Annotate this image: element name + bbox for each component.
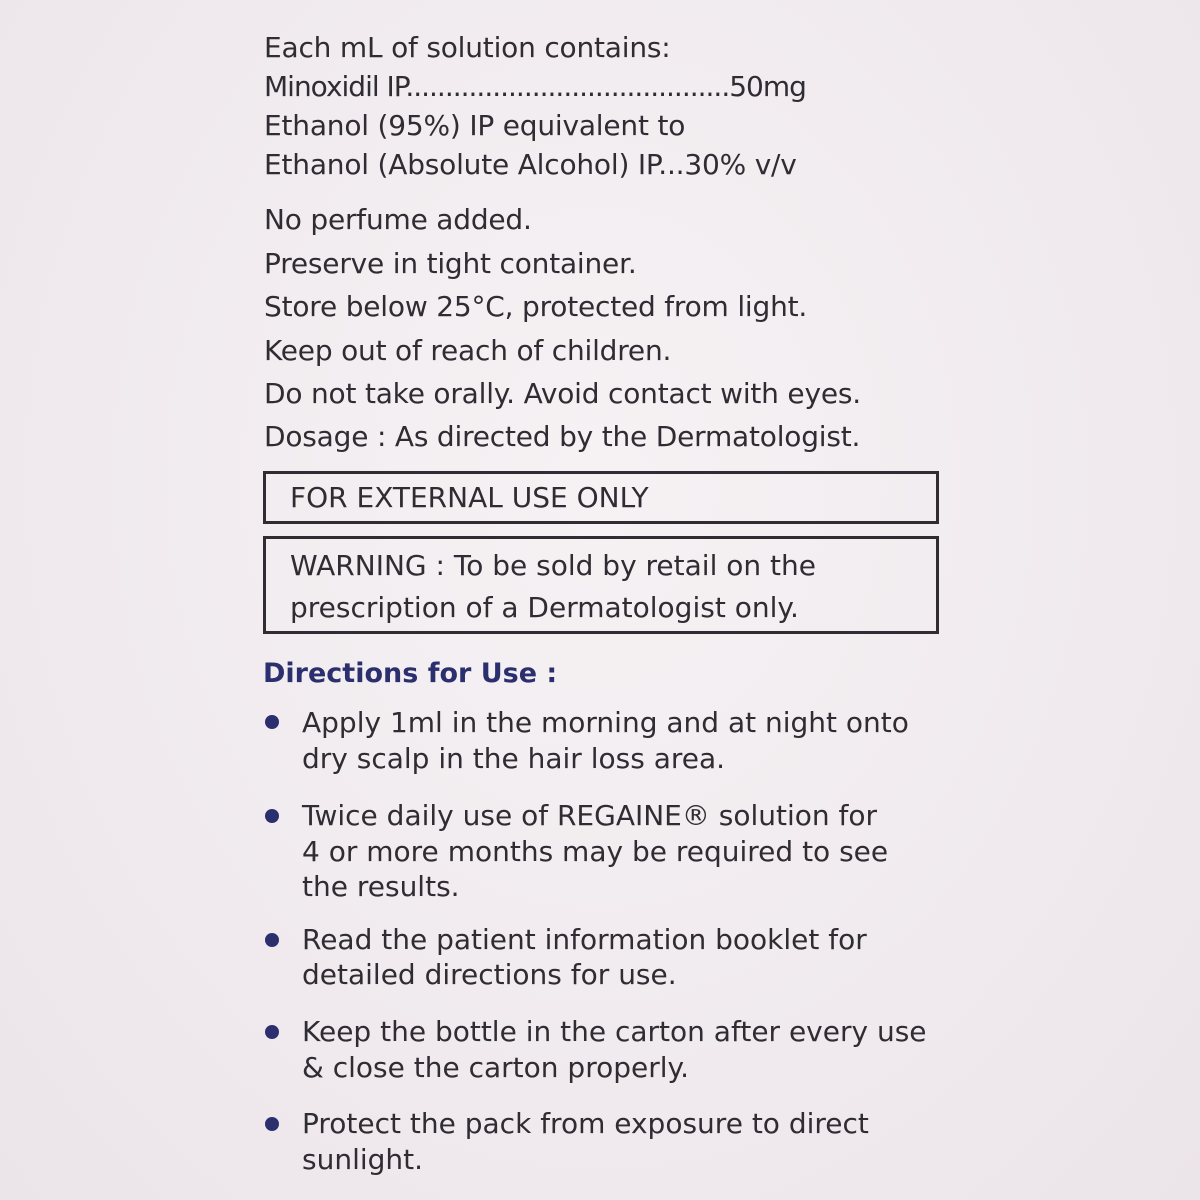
note-preserve: Preserve in tight container. — [264, 247, 637, 280]
direction-2-line-2: 4 or more months may be required to see — [302, 835, 889, 868]
direction-3-line-2: detailed directions for use. — [302, 958, 677, 991]
external-use-box — [263, 471, 939, 524]
note-dosage: Dosage : As directed by the Dermatologist. — [264, 420, 861, 453]
warning-line-1: WARNING : To be sold by retail on the — [290, 549, 816, 582]
composition-ethanol-absolute: Ethanol (Absolute Alcohol) IP...30% v/v — [264, 148, 797, 181]
bullet-icon — [265, 1117, 279, 1131]
directions-heading: Directions for Use : — [263, 658, 558, 689]
note-perfume: No perfume added. — [264, 203, 532, 236]
composition-intro: Each mL of solution contains: — [264, 31, 671, 64]
composition-ethanol: Ethanol (95%) IP equivalent to — [264, 109, 686, 142]
direction-5-line-1: Protect the pack from exposure to direct — [302, 1107, 869, 1140]
bullet-icon — [265, 933, 279, 947]
bullet-icon — [265, 1025, 279, 1039]
bullet-icon — [265, 715, 279, 729]
note-storage: Store below 25°C, protected from light. — [264, 290, 808, 323]
external-use-text: FOR EXTERNAL USE ONLY — [290, 481, 649, 514]
direction-5-line-2: sunlight. — [302, 1143, 424, 1176]
direction-2-line-3: the results. — [302, 870, 460, 903]
direction-1-line-1: Apply 1ml in the morning and at night onto — [302, 706, 909, 739]
direction-4-line-2: & close the carton properly. — [302, 1051, 689, 1084]
bullet-icon — [265, 809, 279, 823]
direction-2-line-1: Twice daily use of REGAINE® solution for — [302, 799, 878, 832]
warning-line-2: prescription of a Dermatologist only. — [290, 591, 799, 624]
direction-3-line-1: Read the patient information booklet for — [302, 923, 867, 956]
warning-box — [263, 536, 939, 634]
direction-1-line-2: dry scalp in the hair loss area. — [302, 742, 726, 775]
composition-minoxidil: Minoxidil IP.........................................50mg — [264, 70, 806, 103]
direction-4-line-1: Keep the bottle in the carton after every use — [302, 1015, 927, 1048]
note-oral: Do not take orally. Avoid contact with eyes. — [264, 377, 861, 410]
note-children: Keep out of reach of children. — [264, 334, 672, 367]
